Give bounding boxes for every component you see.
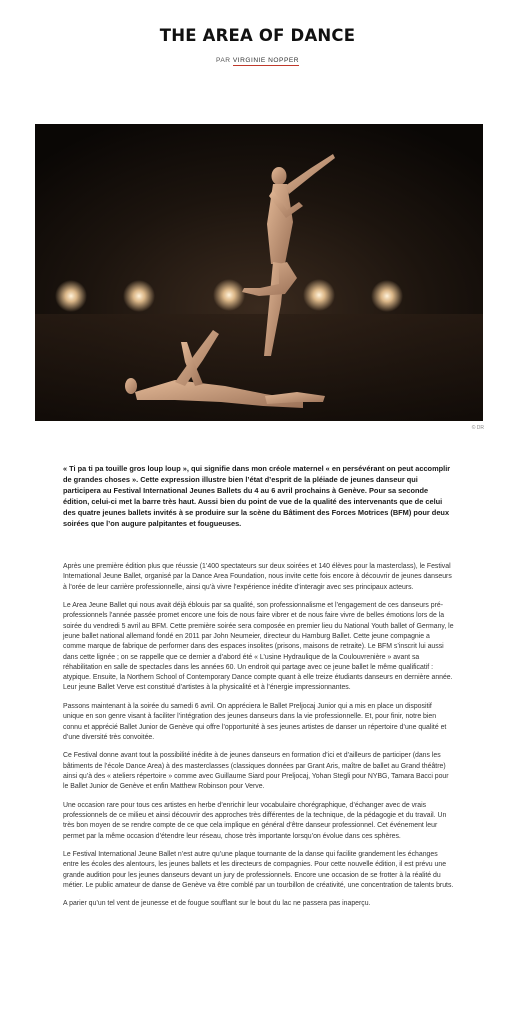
byline [0,57,515,64]
paragraph: A parier qu’un tel vent de jeunesse et de fougue soufflant sur le bout du lac ne passera pas inaperçu. [63,900,371,908]
hero-photo [35,124,483,421]
byline-prefix: PAR [215,57,231,64]
author-link[interactable]: VIRGINIE NOPPER [232,57,300,64]
article-lead: « Ti pa ti pa touille gros loup loup », qui signifie dans mon créole maternel « en persévérant on peut accomplir de grandes choses ». Cette expression illustre bien l’état d’esprit de la pléiade de jeunes danseur qui participera au Festival International Jeunes Ballets du 4 au 6 avril prochains à Genève. Pour sa seconde édition, celui-ci met la barre très haut. Aussi bien du point de vue de la qualité des intervenants que de celui des quatre jeunes ballets invités à se produire sur la scène du Bâtiment des Forces Motrices (BFM) pour deux soirées que l’on augure palpitantes et fougueuses. [63,464,451,528]
photo-credit: © DR [471,425,484,431]
page-title: THE AREA OF DANCE [159,26,356,45]
paragraph: Après une première édition plus que réussie (1’400 spectateurs sur deux soirées et 140 élèves pour la masterclass), le Festival International Jeune Ballet, organisé par la Dance Area Foundation, nous invite cette fois encore à découvrir de jeunes danseurs à l’orée de leur carrière professionnelle, ainsi qu’à vivre l’expérience inédite d’interagir avec ses principaux acteurs. [63,563,452,591]
paragraph: Ce Festival donne avant tout la possibilité inédite à de jeunes danseurs en formation d’ici et d’ailleurs de participer (dans les bâtiments de l’école Dance Area) à des masterclasses (classiques données par Grant Aris, maître de ballet au Grand théâtre) ainsi qu’à des « ateliers répertoire » comme avec Guillaume Siard pour Preljocaj, Yohan Stegli pour NYBG, Tamara Bacci pour le Ballet Junior de Genève et enfin Matthew Robinson pour Verve. [63,752,449,791]
paragraph: Passons maintenant à la soirée du samedi 6 avril. On appréciera le Ballet Preljocaj Junior qui a mis en place un dispositif unique en son genre visant à faciliter l’intégration des jeunes danseurs dans la vie professionnelle. Et, pour finir, notre bien connu et apprécié Ballet Junior de Genève qui offre l’opportunité à ses jeunes artistes de danser un répertoire d’une qualité et d’une diversité très convoitée. [63,702,447,741]
paragraph: Le Area Jeune Ballet qui nous avait déjà éblouis par sa qualité, son professionnalisme et l’engagement de ces danseurs pré-professionnels l’année passée promet encore une fois de nous faire vibrer et de nous faire vivre de belles émotions lors de la soirée du vendredi 5 avril au BFM. Cette première soirée sera composée en premier lieu du National Youth ballet of Germany, le jeune ballet national allemand fondé en 2011 par John Neumeier, directeur du Hamburg Ballet. Cette jeune compagnie a comme marque de fabrique de performer dans des espaces insolites (prisons, maisons de retraite). Le BFM s’inscrit lui aussi dans cette lignée ; on se rappelle que ce dernier a d’abord été « L’usine Hydraulique de la Coulouvrenière » avant sa réhabilitation en salle de spectacles dans les années 60. Un endroit qui partage avec ce jeune ballet le même qualificatif : atypique. Ensuite, la Northern School of Contemporary Dance compte quant à elle treize étudiants danseurs en dernière année. Leur jeune Ballet Verve est constitué d’artistes à la physicalité et à l’énergie impressionnantes. [63,602,454,692]
paragraph: Une occasion rare pour tous ces artistes en herbe d’enrichir leur vocabulaire chorégraphique, d’échanger avec de vrais professionnels de ce milieu et ainsi découvrir des approches très différentes de la technique, de la pédagogie et du travail. Un très bon moyen de se rendre compte de ce que cela implique en général d’être danseur professionnel. Cet événement leur permet par la même occasion d’étendre leur réseau, chose très importante lorsqu’on évolue dans ces sphères. [63,801,447,840]
paragraph: Le Festival International Jeune Ballet n’est autre qu’une plaque tournante de la danse qui facilite grandement les échanges entre les écoles des alentours, les jeunes ballets et les directeurs de compagnies. Pour cette nouvelle édition, il est prévu une grande audition pour les jeunes danseurs devant un jury de professionnels. Encore une occasion de se frotter à la réalité du métier. Le public amateur de danse de Genève va être comblé par un tourbillon de créativité, une concentration de talents bruts. [63,851,454,889]
article-body [63,562,454,918]
